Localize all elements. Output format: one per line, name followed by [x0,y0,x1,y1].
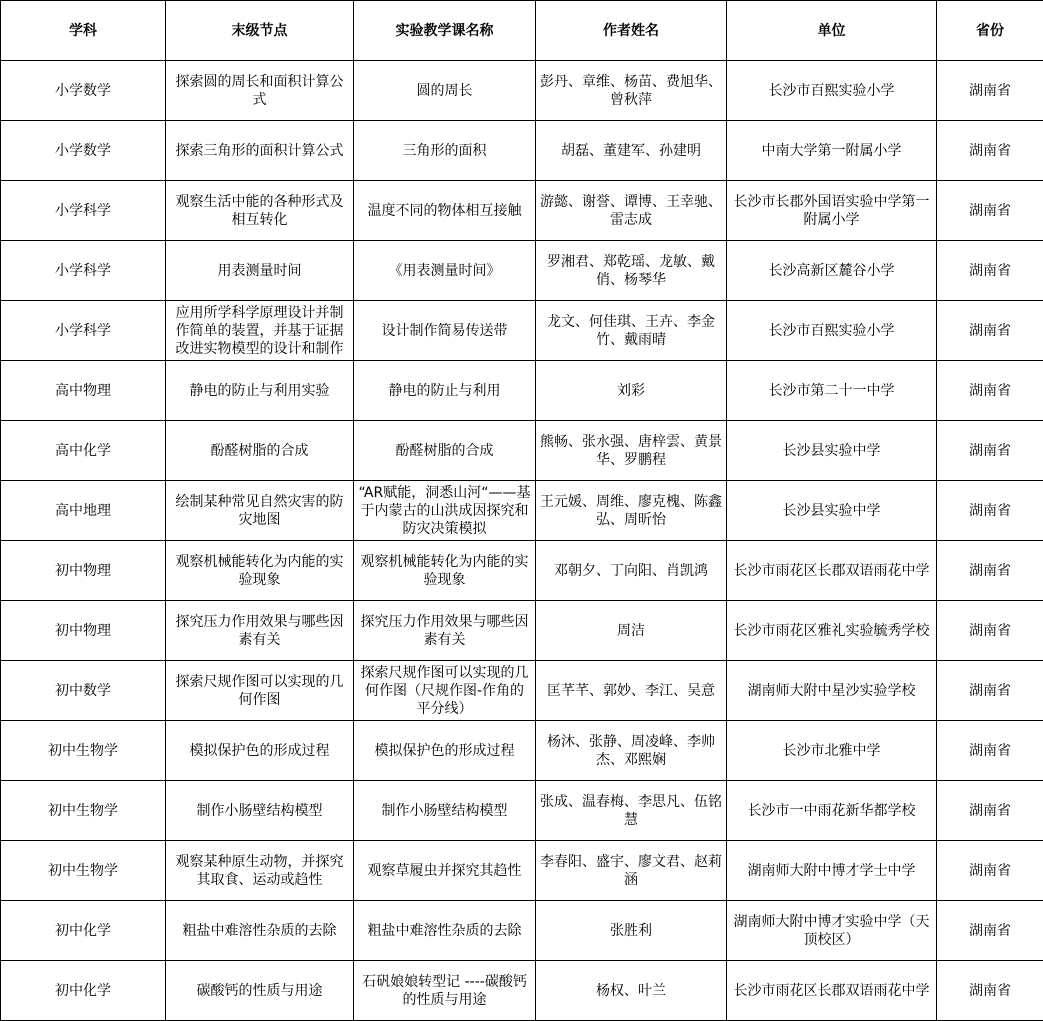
authors-cell: 杨权、叶兰 [536,961,727,1021]
organization-cell: 长沙市雨花区长郡双语雨花中学 [727,541,937,601]
organization-cell: 长沙县实验中学 [727,421,937,481]
leaf-node-cell: 制作小肠壁结构模型 [166,781,354,841]
leaf-node-cell: 探索圆的周长和面积计算公式 [166,61,354,121]
authors-cell: 张胜利 [536,901,727,961]
leaf-node-cell: 酚醛树脂的合成 [166,421,354,481]
leaf-node-cell: 粗盐中难溶性杂质的去除 [166,901,354,961]
table-row [1,61,1043,121]
course-name-cell: 模拟保护色的形成过程 [354,721,536,781]
organization-cell: 长沙市百熙实验小学 [727,301,937,361]
subject-cell: 初中物理 [1,541,166,601]
leaf-node-cell: 用表测量时间 [166,241,354,301]
subject-cell: 小学数学 [1,121,166,181]
subject-cell: 小学科学 [1,181,166,241]
subject-cell: 高中地理 [1,481,166,541]
organization-cell: 长沙高新区麓谷小学 [727,241,937,301]
authors-cell: 彭丹、章维、杨苗、费旭华、曾秋萍 [536,61,727,121]
authors-cell: 刘彩 [536,361,727,421]
subject-cell: 小学科学 [1,301,166,361]
province-cell: 湖南省 [937,601,1043,661]
authors-cell: 李春阳、盛宇、廖文君、赵莉涵 [536,841,727,901]
leaf-node-cell: 探索尺规作图可以实现的几何作图 [166,661,354,721]
organization-cell: 湖南师大附中博才实验中学（天顶校区） [727,901,937,961]
table-row [1,121,1043,181]
leaf-node-cell: 应用所学科学原理设计并制作简单的装置，并基于证据改进实物模型的设计和制作 [166,301,354,361]
table-row [1,541,1043,601]
province-cell: 湖南省 [937,781,1043,841]
organization-cell: 长沙市百熙实验小学 [727,61,937,121]
course-name-cell: 观察草履虫并探究其趋性 [354,841,536,901]
header-row [1,1,1043,61]
authors-cell: 游懿、谢誉、谭博、王幸驰、雷志成 [536,181,727,241]
subject-cell: 初中生物学 [1,781,166,841]
authors-cell: 罗湘君、郑乾瑶、龙敏、戴俏、杨琴华 [536,241,727,301]
table-row [1,841,1043,901]
province-cell: 湖南省 [937,181,1043,241]
table-row [1,361,1043,421]
province-cell: 湖南省 [937,241,1043,301]
table-row [1,961,1043,1021]
authors-cell: 张成、温春梅、李思凡、伍铭慧 [536,781,727,841]
course-name-cell: 石矾娘娘转型记 ----碳酸钙的性质与用途 [354,961,536,1021]
subject-cell: 小学数学 [1,61,166,121]
table-row [1,301,1043,361]
organization-cell: 湖南师大附中博才学士中学 [727,841,937,901]
province-cell: 湖南省 [937,481,1043,541]
header-authors: 作者姓名 [536,1,727,61]
header-subject: 学科 [1,1,166,61]
course-name-cell: 三角形的面积 [354,121,536,181]
leaf-node-cell: 观察生活中能的各种形式及相互转化 [166,181,354,241]
header-organization: 单位 [727,1,937,61]
table-row [1,181,1043,241]
course-name-cell: 设计制作简易传送带 [354,301,536,361]
table-row [1,601,1043,661]
organization-cell: 长沙市一中雨花新华都学校 [727,781,937,841]
leaf-node-cell: 绘制某种常见自然灾害的防灾地图 [166,481,354,541]
subject-cell: 初中化学 [1,901,166,961]
subject-cell: 初中化学 [1,961,166,1021]
organization-cell: 长沙县实验中学 [727,481,937,541]
header-province: 省份 [937,1,1043,61]
province-cell: 湖南省 [937,541,1043,601]
header-leaf-node: 末级节点 [166,1,354,61]
leaf-node-cell: 观察某种原生动物，并探究其取食、运动或趋性 [166,841,354,901]
province-cell: 湖南省 [937,301,1043,361]
leaf-node-cell: 探究压力作用效果与哪些因素有关 [166,601,354,661]
table-row [1,901,1043,961]
course-name-cell: 探索尺规作图可以实现的几何作图（尺规作图-作角的平分线） [354,661,536,721]
province-cell: 湖南省 [937,901,1043,961]
authors-cell: 匡芊芊、郭妙、李江、吴意 [536,661,727,721]
leaf-node-cell: 碳酸钙的性质与用途 [166,961,354,1021]
authors-cell: 周洁 [536,601,727,661]
course-name-cell: “AR赋能，洞悉山河“——基于内蒙古的山洪成因探究和防灾决策模拟 [354,481,536,541]
province-cell: 湖南省 [937,61,1043,121]
leaf-node-cell: 模拟保护色的形成过程 [166,721,354,781]
authors-cell: 杨沐、张静、周凌峰、李帅杰、邓熙娴 [536,721,727,781]
course-name-cell: 静电的防止与利用 [354,361,536,421]
province-cell: 湖南省 [937,361,1043,421]
province-cell: 湖南省 [937,721,1043,781]
organization-cell: 长沙市第二十一中学 [727,361,937,421]
province-cell: 湖南省 [937,961,1043,1021]
course-name-cell: 观察机械能转化为内能的实验现象 [354,541,536,601]
course-name-cell: 制作小肠壁结构模型 [354,781,536,841]
authors-cell: 王元媛、周维、廖克槐、陈鑫弘、周昕怡 [536,481,727,541]
authors-cell: 熊畅、张水强、唐梓雲、黄景华、罗鹏程 [536,421,727,481]
table-row [1,781,1043,841]
organization-cell: 长沙市北雅中学 [727,721,937,781]
leaf-node-cell: 静电的防止与利用实验 [166,361,354,421]
course-name-cell: 《用表测量时间》 [354,241,536,301]
course-name-cell: 温度不同的物体相互接触 [354,181,536,241]
subject-cell: 初中生物学 [1,841,166,901]
organization-cell: 湖南师大附中星沙实验学校 [727,661,937,721]
course-name-cell: 粗盐中难溶性杂质的去除 [354,901,536,961]
subject-cell: 初中生物学 [1,721,166,781]
organization-cell: 中南大学第一附属小学 [727,121,937,181]
leaf-node-cell: 观察机械能转化为内能的实验现象 [166,541,354,601]
province-cell: 湖南省 [937,661,1043,721]
course-name-cell: 圆的周长 [354,61,536,121]
authors-cell: 邓朝夕、丁向阳、肖凯鸿 [536,541,727,601]
province-cell: 湖南省 [937,421,1043,481]
table-row [1,241,1043,301]
province-cell: 湖南省 [937,841,1043,901]
organization-cell: 长沙市雨花区长郡双语雨花中学 [727,961,937,1021]
leaf-node-cell: 探索三角形的面积计算公式 [166,121,354,181]
table-row [1,661,1043,721]
province-cell: 湖南省 [937,121,1043,181]
subject-cell: 小学科学 [1,241,166,301]
subject-cell: 初中数学 [1,661,166,721]
authors-cell: 胡磊、董建军、孙建明 [536,121,727,181]
organization-cell: 长沙市长郡外国语实验中学第一附属小学 [727,181,937,241]
header-course-name: 实验教学课名称 [354,1,536,61]
table-row [1,481,1043,541]
authors-cell: 龙文、何佳琪、王卉、李金竹、戴雨晴 [536,301,727,361]
subject-cell: 高中化学 [1,421,166,481]
subject-cell: 高中物理 [1,361,166,421]
subject-cell: 初中物理 [1,601,166,661]
course-name-cell: 酚醛树脂的合成 [354,421,536,481]
table-row [1,721,1043,781]
course-name-cell: 探究压力作用效果与哪些因素有关 [354,601,536,661]
table-row [1,421,1043,481]
organization-cell: 长沙市雨花区雅礼实验毓秀学校 [727,601,937,661]
